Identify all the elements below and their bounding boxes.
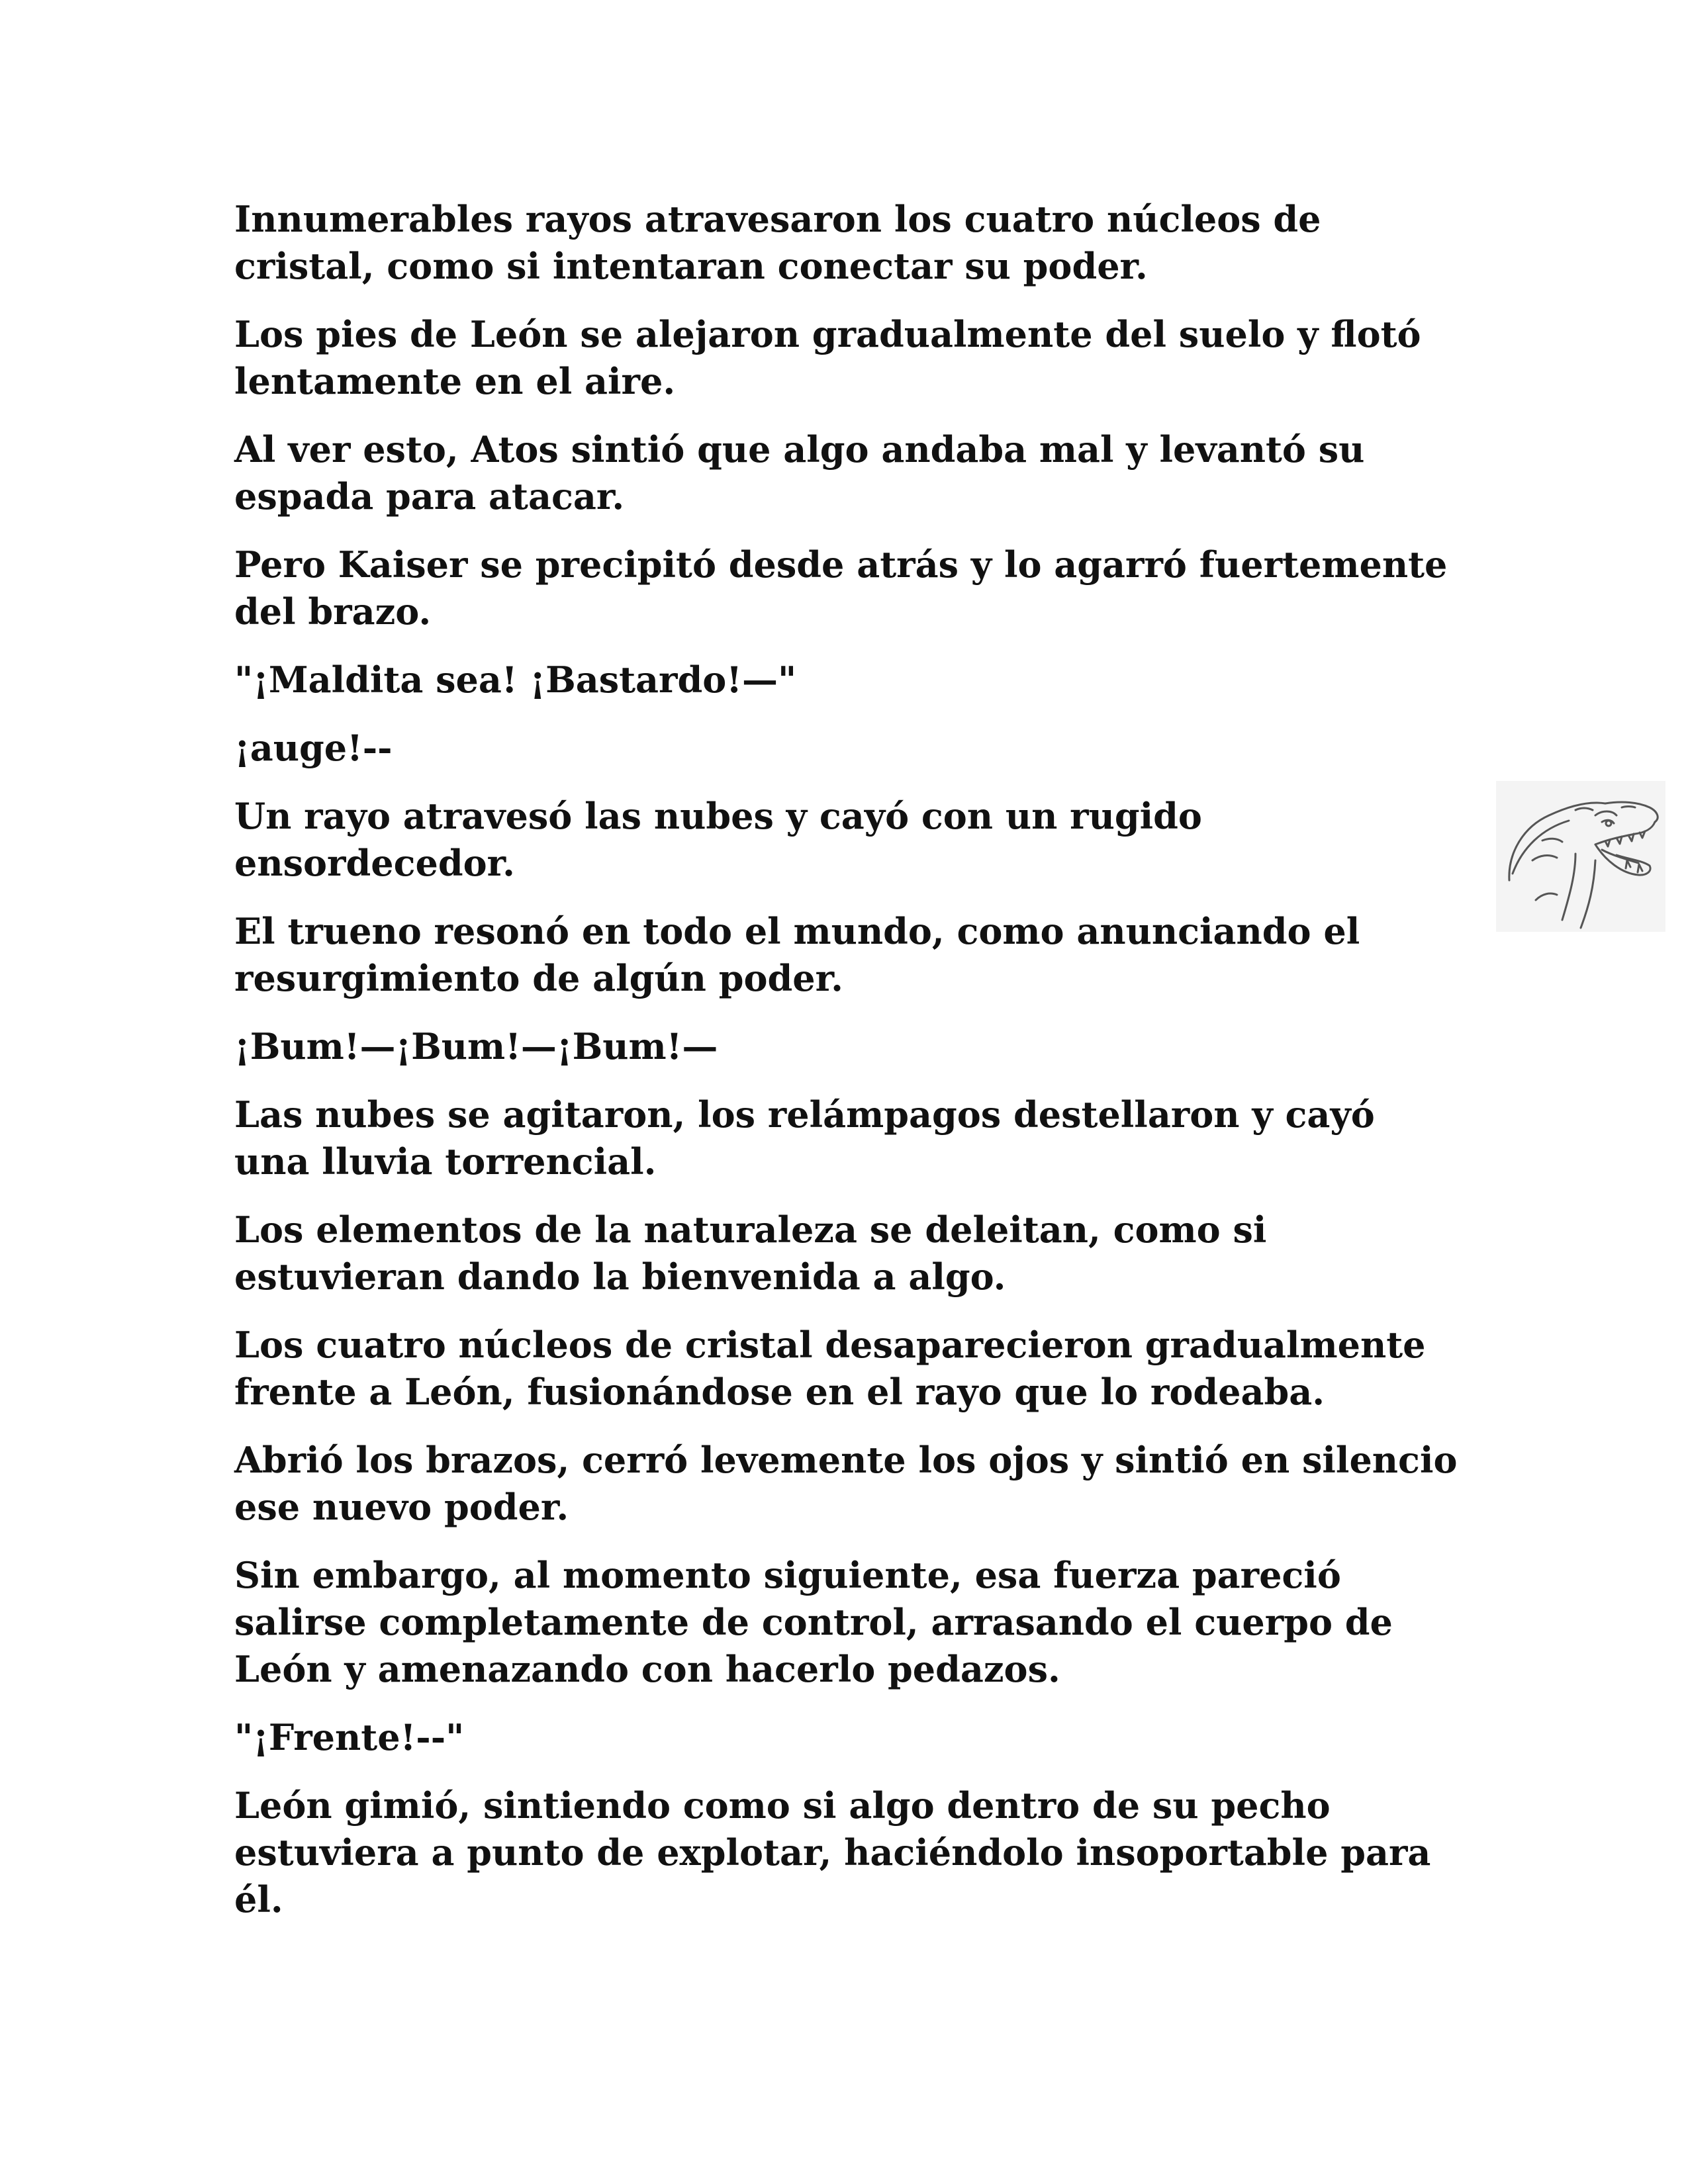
paragraph-7: Un rayo atravesó las nubes y cayó con un rugido ensordecedor. — [234, 795, 1202, 884]
paragraph-11: Los elementos de la naturaleza se deleitan, como si estuvieran dando la bienvenida a algo. — [234, 1208, 1267, 1298]
paragraph-3: Al ver esto, Atos sintió que algo andaba mal y levantó su espada para atacar. — [234, 428, 1365, 518]
paragraph-8: El trueno resonó en todo el mundo, como anunciando el resurgimiento de algún poder. — [234, 910, 1360, 999]
paragraph-6: ¡auge!-- — [234, 727, 393, 769]
paragraph-15: "¡Frente!--" — [234, 1716, 465, 1758]
paragraph-2: Los pies de León se alejaron gradualmente del suelo y flotó lentamente en el aire. — [234, 313, 1421, 402]
story-text — [234, 196, 1459, 1944]
dinosaur-head-sketch-icon — [1496, 781, 1665, 932]
paragraph-4: Pero Kaiser se precipitó desde atrás y lo agarró fuertemente del brazo. — [234, 543, 1448, 633]
paragraph-5: "¡Maldita sea! ¡Bastardo!—" — [234, 659, 797, 701]
paragraph-1: Innumerables rayos atravesaron los cuatro núcleos de cristal, como si intentaran conectar su poder. — [234, 198, 1321, 287]
paragraph-9: ¡Bum!—¡Bum!—¡Bum!— — [234, 1025, 718, 1068]
paragraph-16: León gimió, sintiendo como si algo dentro de su pecho estuviera a punto de explotar, haciéndolo insoportable para él. — [234, 1784, 1431, 1921]
paragraph-13: Abrió los brazos, cerró levemente los ojos y sintió en silencio ese nuevo poder. — [234, 1439, 1458, 1528]
paragraph-10: Las nubes se agitaron, los relámpagos destellaron y cayó una lluvia torrencial. — [234, 1093, 1375, 1183]
paragraph-12: Los cuatro núcleos de cristal desaparecieron gradualmente frente a León, fusionándose en el rayo que lo rodeaba. — [234, 1324, 1426, 1413]
paragraph-14: Sin embargo, al momento siguiente, esa fuerza pareció salirse completamente de control, arrasando el cuerpo de León y amenazando con hacerlo pedazos. — [234, 1554, 1393, 1690]
